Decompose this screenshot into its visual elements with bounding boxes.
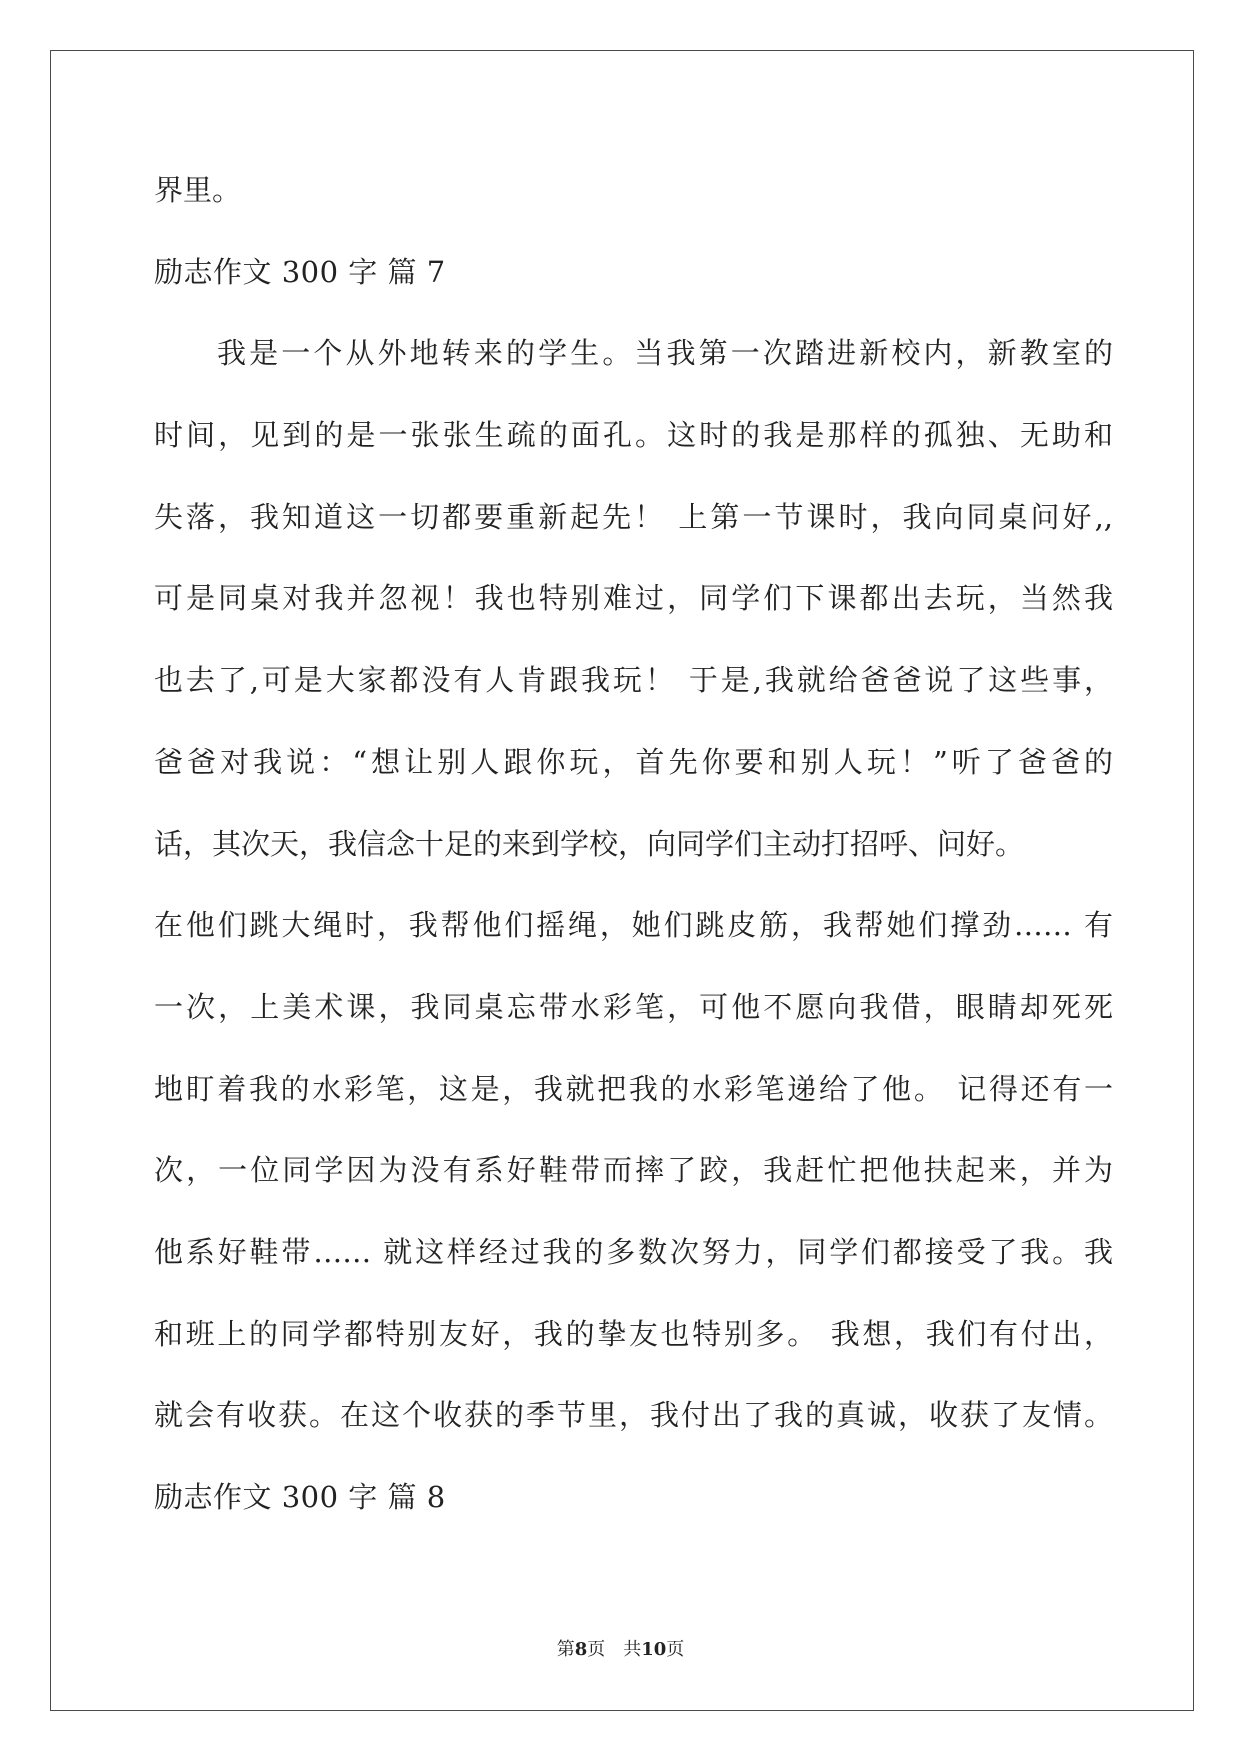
body-line: 地盯着我的水彩笔，这是，我就把我的水彩笔递给了他。 记得还有一 bbox=[154, 1071, 1113, 1106]
body-line: 爸爸对我说：“想让别人跟你玩，首先你要和别人玩！”听了爸爸的 bbox=[154, 744, 1113, 779]
page-total: 10 bbox=[641, 1639, 667, 1660]
body-line: 失落，我知道这一切都要重新起先！ 上第一节课时，我向同桌问好,, bbox=[154, 499, 1113, 534]
continuation-line: 界里。 bbox=[154, 173, 242, 207]
body-line: 可是同桌对我并忽视！我也特别难过，同学们下课都出去玩，当然我 bbox=[154, 581, 1113, 616]
section-heading: 励志作文 300 字 篇 7 bbox=[154, 254, 446, 289]
page-total-suffix: 页 bbox=[666, 1639, 685, 1660]
page-footer bbox=[0, 1635, 1241, 1661]
body-line: 他系好鞋带…… 就这样经过我的多数次努力，同学们都接受了我。我 bbox=[154, 1234, 1113, 1269]
body-line: 话，其次天，我信念十足的来到学校，向同学们主动打招呼、问好。 bbox=[154, 826, 1025, 861]
page-number: 8 bbox=[574, 1639, 588, 1660]
body-line: 在他们跳大绳时，我帮他们摇绳，她们跳皮筋，我帮她们撑劲…… 有 bbox=[154, 908, 1113, 943]
body-line: 就会有收获。在这个收获的季节里，我付出了我的真诚，收获了友情。 bbox=[154, 1398, 1113, 1433]
body-line: 一次，上美术课，我同桌忘带水彩笔，可他不愿向我借，眼睛却死死 bbox=[154, 989, 1113, 1024]
page-number-prefix: 第 bbox=[556, 1639, 575, 1660]
page-total-prefix: 共 bbox=[623, 1639, 642, 1660]
body-line: 时间，见到的是一张张生疏的面孔。这时的我是那样的孤独、无助和 bbox=[154, 418, 1113, 453]
document-body bbox=[154, 150, 1113, 1539]
next-section-heading: 励志作文 300 字 篇 8 bbox=[154, 1480, 446, 1514]
page-number-suffix: 页 bbox=[587, 1639, 606, 1660]
body-line: 我是一个从外地转来的学生。当我第一次踏进新校内，新教室的 bbox=[217, 336, 1113, 371]
body-line: 次，一位同学因为没有系好鞋带而摔了跤，我赶忙把他扶起来，并为 bbox=[154, 1153, 1113, 1188]
body-line: 和班上的同学都特别友好，我的挚友也特别多。 我想，我们有付出， bbox=[154, 1316, 1113, 1351]
body-line: 也去了,可是大家都没有人肯跟我玩！ 于是,我就给爸爸说了这些事， bbox=[154, 663, 1113, 698]
